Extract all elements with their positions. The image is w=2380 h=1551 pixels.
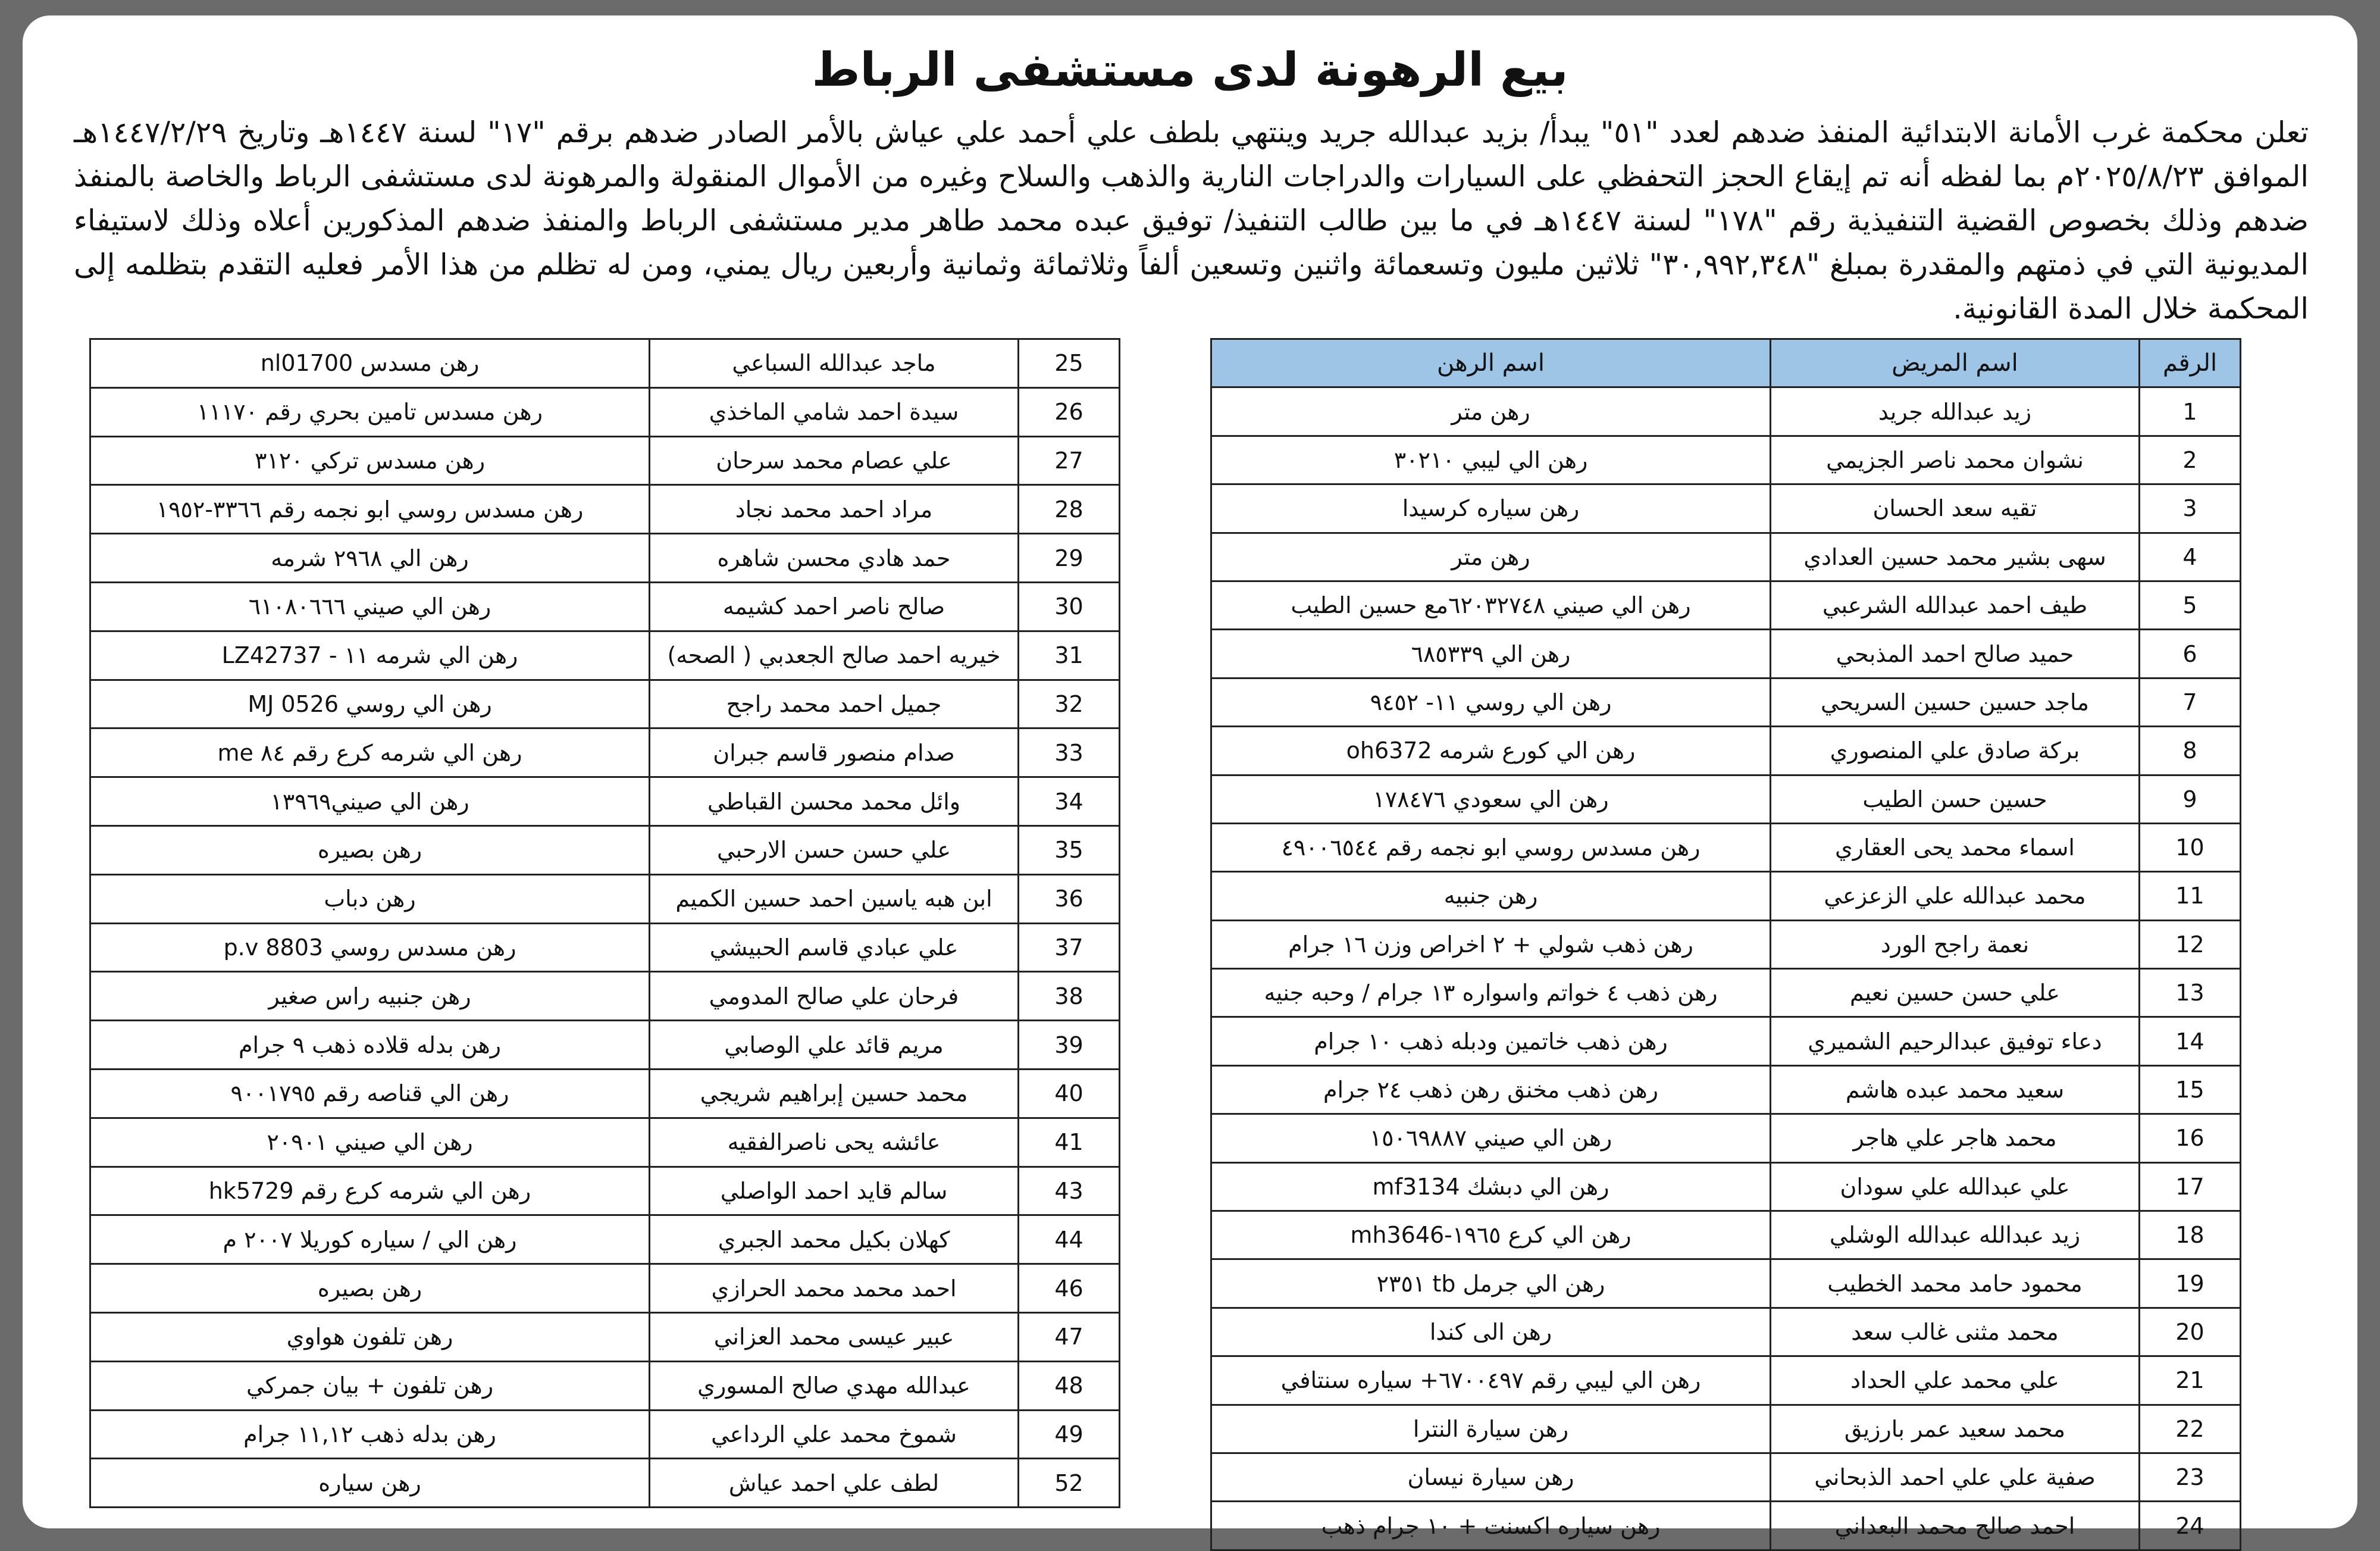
table-row (1211, 484, 2241, 533)
patient-name: محمد عبدالله علي الزعزعي (1771, 872, 2140, 920)
row-number: 38 (1019, 972, 1120, 1021)
patient-name: صالح ناصر احمد كشيمه (650, 582, 1019, 631)
patient-name: فرحان علي صالح المدومي (650, 972, 1019, 1021)
patient-name: علي عصام محمد سرحان (650, 436, 1019, 485)
patient-name: نعمة راجح الورد (1771, 920, 2140, 968)
patient-name: عبدالله مهدي صالح المسوري (650, 1361, 1019, 1410)
row-number: 35 (1019, 825, 1120, 874)
row-number: 14 (2140, 1017, 2241, 1065)
patient-name: علي محمد علي الحداد (1771, 1356, 2140, 1405)
pledge-item: رهن متر (1211, 533, 1771, 581)
pledge-item: رهن جنبيه راس صغير (90, 972, 650, 1021)
row-number: 12 (2140, 920, 2241, 968)
table-row (1211, 872, 2241, 920)
pledge-item: رهن الي صيني ١٥٠٦٩٨٨٧ (1211, 1114, 1771, 1162)
pledge-item: رهن الي ليبي ٣٠٢١٠ (1211, 436, 1771, 484)
table-row (1211, 436, 2241, 484)
table-row (1211, 823, 2241, 871)
pledge-item: رهن الي ليبي رقم ٦٧٠٠٤٩٧+ سياره سنتافي (1211, 1356, 1771, 1405)
patient-name: مريم قائد علي الوصابي (650, 1021, 1019, 1070)
row-number: 18 (2140, 1211, 2241, 1259)
patient-name: محمود حامد محمد الخطيب (1771, 1259, 2140, 1308)
row-number: 2 (2140, 436, 2241, 484)
row-number: 6 (2140, 630, 2241, 678)
table-row (90, 339, 1120, 388)
table-row (90, 825, 1120, 874)
table-row (1211, 1162, 2241, 1211)
patient-name: كهلان بكيل محمد الجبري (650, 1215, 1019, 1264)
pledge-item: رهن ذهب خاتمين ودبله ذهب ١٠ جرام (1211, 1017, 1771, 1065)
pledge-item: رهن الي / سياره كوريلا ٢٠٠٧ م (90, 1215, 650, 1264)
patient-name: احمد محمد محمد الحرازي (650, 1264, 1019, 1313)
row-number: 20 (2140, 1308, 2241, 1356)
row-number: 33 (1019, 728, 1120, 777)
table-row (90, 387, 1120, 436)
pledge-item: رهن سياره اكسنت + ١٠ جرام ذهب (1211, 1502, 1771, 1550)
table-row (90, 1312, 1120, 1361)
table-row (1211, 727, 2241, 775)
pledge-item: رهن مسدس روسي 8803 p.v (90, 923, 650, 972)
pledge-item: رهن الي سعودي ١٧٨٤٧٦ (1211, 775, 1771, 823)
table-row (90, 436, 1120, 485)
pledge-item: رهن الي شرمه ١١ - LZ42737 (90, 631, 650, 680)
patient-name: سعيد محمد عبده هاشم (1771, 1065, 2140, 1114)
row-number: 13 (2140, 969, 2241, 1017)
patient-name: ابن هبه ياسين احمد حسين الكميم (650, 874, 1019, 923)
pledge-item: رهن مسدس روسي ابو نجمه رقم ٣٣٦٦-١٩٥٢ (90, 485, 650, 534)
table-row (90, 923, 1120, 972)
table-row (1211, 1114, 2241, 1162)
table-row (1211, 920, 2241, 968)
row-number: 44 (1019, 1215, 1120, 1264)
pledge-item: رهن متر (1211, 387, 1771, 436)
pledge-item: رهن مسدس تامين بحري رقم ١١١٧٠ (90, 387, 650, 436)
row-number: 43 (1019, 1167, 1120, 1215)
patient-name: شموخ محمد علي الرداعي (650, 1410, 1019, 1459)
table-row (90, 1459, 1120, 1508)
row-number: 49 (1019, 1410, 1120, 1459)
pledge-item: رهن بدله قلاده ذهب ٩ جرام (90, 1021, 650, 1070)
row-number: 17 (2140, 1162, 2241, 1211)
table-row (1211, 1017, 2241, 1065)
patient-name: سيدة احمد شامي الماخذي (650, 387, 1019, 436)
row-number: 1 (2140, 387, 2241, 436)
patient-name: محمد هاجر علي هاجر (1771, 1114, 2140, 1162)
patient-name: عائشه يحى ناصرالفقيه (650, 1118, 1019, 1167)
table-row (1211, 1065, 2241, 1114)
row-number: 21 (2140, 1356, 2241, 1405)
patient-name: ماجد عبدالله السباعي (650, 339, 1019, 388)
pledge-item: رهن الي صيني ٢٠٩٠١ (90, 1118, 650, 1167)
header-patient: اسم المريض (1771, 339, 2140, 387)
table-row (90, 972, 1120, 1021)
row-number: 10 (2140, 823, 2241, 871)
pledge-item: رهن الي كرع ١٩٦٥-mh3646 (1211, 1211, 1771, 1259)
pledge-item: رهن الي صيني ٦١٠٨٠٦٦٦ (90, 582, 650, 631)
table-row (1211, 630, 2241, 678)
table-row (90, 777, 1120, 826)
table-row (1211, 775, 2241, 823)
pledge-item: رهن ذهب مخنق رهن ذهب ٢٤ جرام (1211, 1065, 1771, 1114)
row-number: 41 (1019, 1118, 1120, 1167)
patient-name: محمد مثنى غالب سعد (1771, 1308, 2140, 1356)
patient-name: صدام منصور قاسم جبران (650, 728, 1019, 777)
patient-name: خيريه احمد صالح الجعدبي ( الصحه) (650, 631, 1019, 680)
row-number: 28 (1019, 485, 1120, 534)
row-number: 37 (1019, 923, 1120, 972)
pledge-item: رهن الي قناصه رقم ٩٠٠١٧٩٥ (90, 1069, 650, 1118)
row-number: 27 (1019, 436, 1120, 485)
pledge-item: رهن سياره كرسيدا (1211, 484, 1771, 533)
pledge-item: رهن دباب (90, 874, 650, 923)
table-row (90, 1410, 1120, 1459)
row-number: 29 (1019, 534, 1120, 583)
table-header-row (1211, 339, 2241, 387)
row-number: 24 (2140, 1502, 2241, 1550)
row-number: 19 (2140, 1259, 2241, 1308)
patient-name: مراد احمد محمد نجاد (650, 485, 1019, 534)
pledge-item: رهن بصيره (90, 1264, 650, 1313)
pledge-item: رهن الى كندا (1211, 1308, 1771, 1356)
patient-name: بركة صادق علي المنصوري (1771, 727, 2140, 775)
patient-name: زيد عبدالله عبدالله الوشلي (1771, 1211, 2140, 1259)
table-row (90, 1021, 1120, 1070)
row-number: 30 (1019, 582, 1120, 631)
row-number: 23 (2140, 1453, 2241, 1501)
patient-name: زيد عبدالله جريد (1771, 387, 2140, 436)
patient-name: لطف علي احمد عياش (650, 1459, 1019, 1508)
row-number: 8 (2140, 727, 2241, 775)
table-row (1211, 1453, 2241, 1501)
pledge-item: رهن ذهب ٤ خواتم واسواره ١٣ جرام / وحبه جنيه (1211, 969, 1771, 1017)
pledge-item: رهن تلفون هواوي (90, 1312, 650, 1361)
table-row (90, 1215, 1120, 1264)
pledge-item: رهن مسدس تركي ٣١٢٠ (90, 436, 650, 485)
patient-name: نشوان محمد ناصر الجزيمي (1771, 436, 2140, 484)
pledge-item: رهن الي شرمه كرع رقم hk5729 (90, 1167, 650, 1215)
pledge-item: رهن الي صيني١٣٩٦٩ (90, 777, 650, 826)
row-number: 48 (1019, 1361, 1120, 1410)
patient-name: حمد هادي محسن شاهره (650, 534, 1019, 583)
row-number: 15 (2140, 1065, 2241, 1114)
row-number: 47 (1019, 1312, 1120, 1361)
row-number: 40 (1019, 1069, 1120, 1118)
pledge-item: رهن جنبيه (1211, 872, 1771, 920)
table-row (90, 631, 1120, 680)
pledge-item: رهن الي روسي MJ 0526 (90, 680, 650, 728)
patient-name: ماجد حسين حسين السريحي (1771, 678, 2140, 726)
patient-name: علي عبادي قاسم الحبيشي (650, 923, 1019, 972)
pledge-item: رهن الي ٢٩٦٨ شرمه (90, 534, 650, 583)
row-number: 5 (2140, 581, 2241, 629)
pledge-item: رهن الي جرمل tb ٢٣٥١ (1211, 1259, 1771, 1308)
pledge-item: رهن الي كورع شرمه oh6372 (1211, 727, 1771, 775)
patient-name: محمد حسين إبراهيم شريجي (650, 1069, 1019, 1118)
row-number: 34 (1019, 777, 1120, 826)
table-row (90, 582, 1120, 631)
pledge-item: رهن الي دبشك mf3134 (1211, 1162, 1771, 1211)
row-number: 11 (2140, 872, 2241, 920)
row-number: 52 (1019, 1459, 1120, 1508)
patient-name: طيف احمد عبدالله الشرعبي (1771, 581, 2140, 629)
pledge-item: رهن الي شرمه كرع رقم ٨٤ me (90, 728, 650, 777)
patient-name: اسماء محمد يحى العقاري (1771, 823, 2140, 871)
pledge-table-right (1210, 338, 2241, 1551)
pledge-table-left (89, 338, 1120, 1508)
row-number: 39 (1019, 1021, 1120, 1070)
table-row (1211, 1405, 2241, 1453)
table-row (90, 728, 1120, 777)
notice-body: تعلن محكمة غرب الأمانة الابتدائية المنفذ ضدهم لعدد "٥١" يبدأ/ بزيد عبدالله جريد وينتهي بلطف علي أحمد علي عياش بالأمر الصادر ضدهم برقم "١٧" لسنة ١٤٤٧هـ وتاريخ ١٤٤٧/٢/٢٩هـ الموافق ٢٠٢٥/٨/٢٣م بما لفظه أنه تم إيقاع الحجز التحفظي على السيارات والدراجات النارية والذهب والسلاح وغيره من الأموال المنقولة والمرهونة لدى مستشفى الرباط والخاصة بالمنفذ ضدهم وذلك بخصوص القضية التنفيذية رقم "١٧٨" لسنة ١٤٤٧هـ في ما بين طالب التنفيذ/ توفيق عبده محمد طاهر مدير مستشفى الرباط والمنفذ ضدهم المذكورين أعلاه وذلك لاستيفاء المديونية التي في ذمتهم والمقدرة بمبلغ "٣٠,٩٩٢,٣٤٨" ثلاثين مليون وتسعمائة واثنين وتسعين ألفاً وثلاثمائة وثمانية وأربعين ريال يمني، ومن له تظلم من هذا الأمر فعليه التقدم بتظلمه إلى المحكمة خلال المدة القانونية. (74, 115, 2309, 326)
pledge-item: رهن بصيره (90, 825, 650, 874)
patient-name: علي حسن حسين نعيم (1771, 969, 2140, 1017)
row-number: 36 (1019, 874, 1120, 923)
patient-name: سهى بشير محمد حسين العدادي (1771, 533, 2140, 581)
table-row (90, 874, 1120, 923)
table-row (1211, 533, 2241, 581)
table-row (1211, 1502, 2241, 1550)
patient-name: علي حسن حسن الارحبي (650, 825, 1019, 874)
table-row (90, 1069, 1120, 1118)
table-row (90, 485, 1120, 534)
table-row (90, 1167, 1120, 1215)
pledge-item: رهن سيارة النترا (1211, 1405, 1771, 1453)
patient-name: عبير عيسى محمد العزاني (650, 1312, 1019, 1361)
patient-name: وائل محمد محسن القباطي (650, 777, 1019, 826)
pledge-item: رهن تلفون + بيان جمركي (90, 1361, 650, 1410)
pledge-item: رهن الي صيني ٦٢٠٣٢٧٤٨مع حسين الطيب (1211, 581, 1771, 629)
pledge-item: رهن ذهب شولي + ٢ اخراص وزن ١٦ جرام (1211, 920, 1771, 968)
table-row (1211, 1211, 2241, 1259)
patient-name: حسين حسن الطيب (1771, 775, 2140, 823)
pledge-item: رهن سياره (90, 1459, 650, 1508)
row-number: 7 (2140, 678, 2241, 726)
row-number: 4 (2140, 533, 2241, 581)
patient-name: تقيه سعد الحسان (1771, 484, 2140, 533)
row-number: 32 (1019, 680, 1120, 728)
patient-name: جميل احمد محمد راجح (650, 680, 1019, 728)
table-row (90, 1118, 1120, 1167)
row-number: 25 (1019, 339, 1120, 388)
row-number: 26 (1019, 387, 1120, 436)
table-row (1211, 1259, 2241, 1308)
header-num: الرقم (2140, 339, 2241, 387)
table-row (1211, 581, 2241, 629)
notice-title: بيع الرهونة لدى مستشفى الرباط (812, 43, 1568, 97)
row-number: 16 (2140, 1114, 2241, 1162)
patient-name: دعاء توفيق عبدالرحيم الشميري (1771, 1017, 2140, 1065)
patient-name: علي عبدالله علي سودان (1771, 1162, 2140, 1211)
row-number: 9 (2140, 775, 2241, 823)
patient-name: احمد صالح محمد البعداني (1771, 1502, 2140, 1550)
table-row (1211, 387, 2241, 436)
header-item: اسم الرهن (1211, 339, 1771, 387)
table-row (90, 1361, 1120, 1410)
row-number: 31 (1019, 631, 1120, 680)
pledge-item: رهن بدله ذهب ١١,١٢ جرام (90, 1410, 650, 1459)
table-row (90, 534, 1120, 583)
table-row (1211, 1356, 2241, 1405)
patient-name: حميد صالح احمد المذبحي (1771, 630, 2140, 678)
table-row (90, 1264, 1120, 1313)
table-row (1211, 969, 2241, 1017)
row-number: 22 (2140, 1405, 2241, 1453)
row-number: 3 (2140, 484, 2241, 533)
pledge-item: رهن مسدس روسي ابو نجمه رقم ٤٩٠٠٦٥٤٤ (1211, 823, 1771, 871)
row-number: 46 (1019, 1264, 1120, 1313)
pledge-item: رهن الي ٦٨٥٣٣٩ (1211, 630, 1771, 678)
patient-name: محمد سعيد عمر بارزيق (1771, 1405, 2140, 1453)
pledge-item: رهن الي روسي ١١- ٩٤٥٢ (1211, 678, 1771, 726)
table-row (1211, 1308, 2241, 1356)
patient-name: سالم قايد احمد الواصلي (650, 1167, 1019, 1215)
pledge-item: رهن سيارة نيسان (1211, 1453, 1771, 1501)
table-row (1211, 678, 2241, 726)
table-row (90, 680, 1120, 728)
patient-name: صفية علي علي احمد الذبحاني (1771, 1453, 2140, 1501)
pledge-item: رهن مسدس nl01700 (90, 339, 650, 388)
